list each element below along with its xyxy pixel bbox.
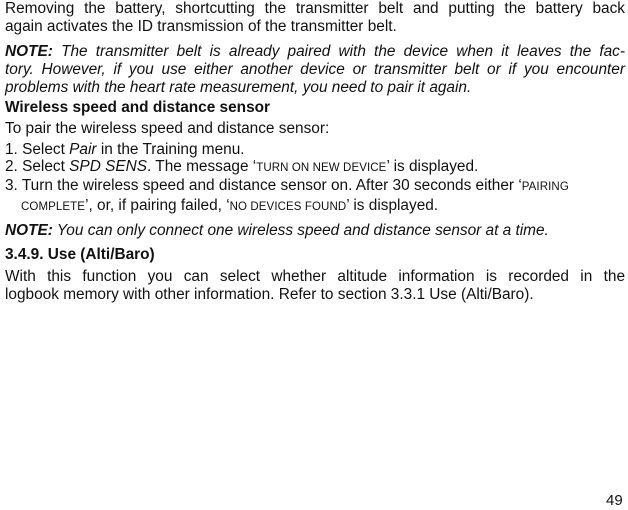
menu-term: Pair	[69, 141, 97, 158]
step-number: 2. Select	[5, 158, 70, 175]
device-message: TURN ON NEW DEVICE	[256, 162, 387, 174]
paragraph-line: again activates the ID transmission of the transmitter belt.	[5, 18, 397, 35]
paragraph-line: To pair the wireless speed and distance sensor:	[5, 120, 330, 137]
section-heading: 3.4.9. Use (Alti/Baro)	[5, 246, 155, 263]
note-text: You can only connect one wireless speed and distance sensor at a time.	[56, 222, 549, 239]
list-item	[5, 177, 569, 196]
step-text: 3. Turn the wireless speed and distance sensor on. After 30 seconds either ‘	[5, 177, 522, 194]
section-heading: Wireless speed and distance sensor	[5, 99, 271, 116]
menu-term: SPD SENS	[69, 158, 148, 175]
device-message: NO DEVICES FOUND	[229, 201, 347, 213]
note-line: tory. However, if you use either another device or transmitter belt or if you encounter	[5, 61, 625, 78]
step-number: 1. Select	[5, 141, 70, 158]
step-text: in the Training menu.	[96, 141, 245, 158]
step-text: ’ is displayed.	[346, 197, 439, 214]
device-message: PAIRING	[521, 181, 569, 193]
page-number: 49	[606, 492, 623, 509]
note-line	[5, 43, 625, 61]
note-label: NOTE:	[5, 222, 53, 239]
step-text: ’ is displayed.	[386, 158, 479, 175]
list-item-continuation	[21, 197, 438, 216]
note-text: The transmitter belt is already paired with the device when it leaves the fac-	[61, 43, 626, 60]
note-line: problems with the heart rate measurement, you need to pair it again.	[5, 79, 472, 96]
paragraph-line: With this function you can select whether altitude information is recorded in the	[5, 268, 625, 285]
device-message: COMPLETE	[21, 201, 86, 213]
list-item	[5, 158, 478, 177]
step-text: . The message ‘	[147, 158, 257, 175]
paragraph-line: Removing the battery, shortcutting the transmitter belt and putting the battery back	[5, 0, 625, 17]
step-text: ’, or, if pairing failed, ‘	[85, 197, 230, 214]
note-line	[5, 222, 549, 240]
note-label: NOTE:	[5, 43, 53, 60]
paragraph-line: logbook memory with other information. Refer to section 3.3.1 Use (Alti/Baro).	[5, 286, 534, 303]
list-item	[5, 141, 245, 159]
